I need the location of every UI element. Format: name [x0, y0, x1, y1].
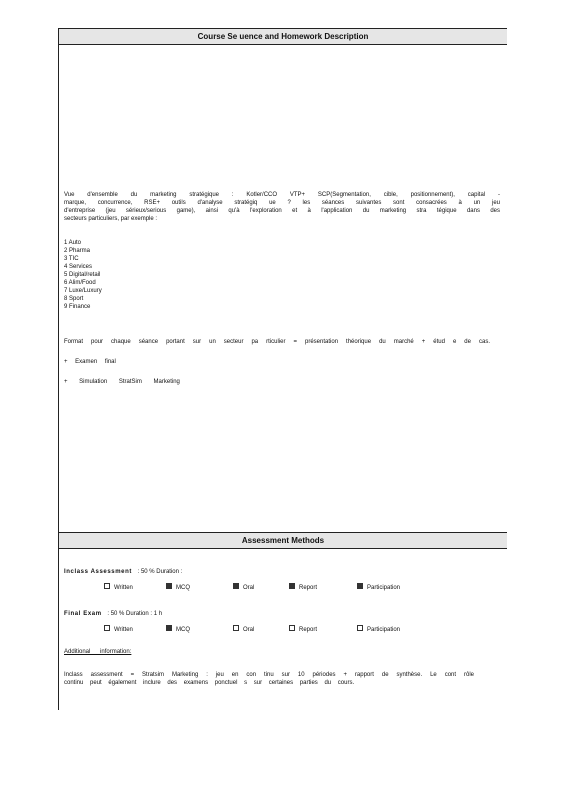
sector-item: 4 Services: [64, 264, 93, 270]
exam-line: + Examen final: [64, 359, 116, 365]
checkbox-icon[interactable]: [166, 583, 172, 589]
inclass-option-mcq[interactable]: MCQ: [166, 584, 190, 592]
inclass-assessment-row: [64, 568, 182, 576]
sector-item: 5 Digital/retail: [64, 272, 101, 278]
checkbox-icon[interactable]: [289, 583, 295, 589]
sector-item: 9 Finance: [64, 304, 91, 310]
final-option-report[interactable]: Report: [289, 626, 317, 634]
inclass-option-written[interactable]: Written: [104, 584, 133, 592]
checkbox-icon[interactable]: [289, 625, 295, 631]
sequence-section-header: Course Se uence and Homework Description: [59, 28, 507, 45]
final-exam-row: [64, 610, 162, 618]
final-exam-weight: : 50 % Duration : 1 h: [107, 611, 163, 617]
format-line: Format pour chaque séance portant sur un secteur pa rticulier = présentation théorique du marché + étud e de cas.: [64, 339, 490, 345]
inclass-option-report[interactable]: Report: [289, 584, 317, 592]
checkbox-icon[interactable]: [104, 583, 110, 589]
description-line-1: Vue d'ensemble du marketing stratégique : Kotler/CCO VTP+ SCP(Segmentation, cible, positionnement), capital -: [64, 192, 500, 198]
checkbox-icon[interactable]: [166, 625, 172, 631]
sector-item: 6 Alim/Food: [64, 280, 96, 286]
course-document: [58, 28, 507, 710]
sector-item: 7 Luxe/Luxury: [64, 288, 102, 294]
final-option-participation[interactable]: Participation: [357, 626, 400, 634]
inclass-option-oral[interactable]: Oral: [233, 584, 254, 592]
sector-item: 1 Auto: [64, 240, 82, 246]
checkbox-icon[interactable]: [104, 625, 110, 631]
inclass-assessment-weight: : 50 % Duration :: [137, 569, 183, 575]
final-option-oral[interactable]: Oral: [233, 626, 254, 634]
checkbox-icon[interactable]: [233, 625, 239, 631]
description-line-2: marque, concurrence, RSE+ outils d'analyse stratégiq ue ? les séances suivantes sont consacrées à un jeu: [64, 200, 500, 206]
final-option-written[interactable]: Written: [104, 626, 133, 634]
additional-info-line-1: Inclass assessment = Stratsim Marketing : jeu en con tinu sur 10 périodes + rapport de synthèse. Le cont rôle: [64, 672, 474, 678]
additional-info-line-2: continu peut également inclure des examens ponctuel s sur certaines parties du cours.: [64, 680, 355, 686]
inclass-assessment-label: Inclass Assessment: [64, 569, 132, 575]
description-line-4: secteurs particuliers, par exemple :: [64, 216, 158, 222]
final-exam-label: Final Exam: [64, 611, 102, 617]
final-option-mcq[interactable]: MCQ: [166, 626, 190, 634]
description-line-3: d'entreprise (jeu sérieux/serious game), ainsi qu'à l'exploration et à l'application du marketing stra tégique dans des: [64, 208, 500, 214]
sector-item: 8 Sport: [64, 296, 84, 302]
checkbox-icon[interactable]: [357, 583, 363, 589]
sector-item: 3 TIC: [64, 256, 79, 262]
inclass-option-participation[interactable]: Participation: [357, 584, 400, 592]
sector-item: 2 Pharma: [64, 248, 91, 254]
checkbox-icon[interactable]: [233, 583, 239, 589]
simulation-line: + Simulation StratSim Marketing: [64, 379, 180, 385]
checkbox-icon[interactable]: [357, 625, 363, 631]
assessment-section-header: Assessment Methods: [59, 532, 507, 549]
additional-info-label: Additional information:: [64, 649, 132, 655]
